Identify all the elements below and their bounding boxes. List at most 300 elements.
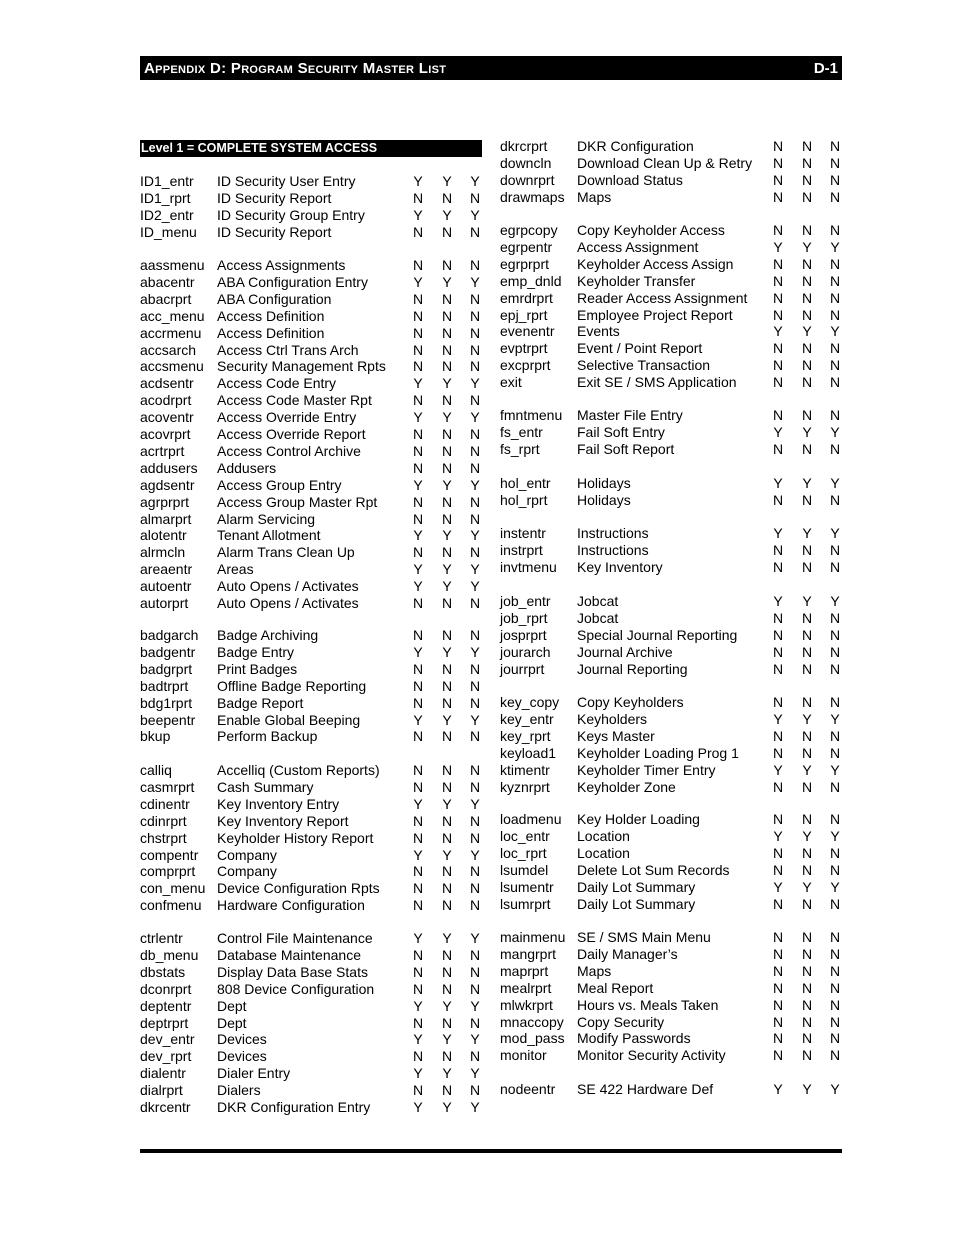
access-flag-1: N bbox=[772, 945, 784, 962]
access-flag-2: N bbox=[801, 407, 813, 423]
access-flag-1: N bbox=[772, 171, 784, 188]
access-flag-2: N bbox=[801, 289, 813, 306]
access-flag-3: N bbox=[469, 863, 481, 880]
access-flag-1: N bbox=[772, 778, 784, 795]
program-code: accsarch bbox=[140, 341, 197, 358]
program-row bbox=[500, 1014, 850, 1031]
program-description: Copy Keyholders bbox=[577, 694, 684, 710]
access-flag-3: N bbox=[829, 844, 841, 861]
access-flag-3: N bbox=[829, 272, 841, 289]
access-flag-3: N bbox=[469, 324, 481, 341]
page-title: Appendix D: Program Security Master List bbox=[144, 59, 447, 77]
access-flag-1: N bbox=[412, 677, 424, 694]
program-description: Dialer Entry bbox=[217, 1065, 291, 1082]
program-row bbox=[140, 392, 490, 409]
program-code: mnaccopy bbox=[500, 1013, 564, 1030]
access-flag-3: N bbox=[469, 1082, 481, 1099]
access-flag-1: N bbox=[412, 897, 424, 914]
program-row bbox=[140, 342, 490, 359]
access-flag-3: N bbox=[829, 541, 841, 558]
access-flag-3: N bbox=[829, 811, 841, 827]
program-code: cdinentr bbox=[140, 795, 190, 812]
program-code: cdinrprt bbox=[140, 812, 187, 829]
access-flag-1: Y bbox=[413, 1065, 423, 1082]
page-number: D-1 bbox=[813, 59, 838, 77]
access-flag-2: N bbox=[441, 694, 453, 711]
access-flag-3: N bbox=[829, 407, 841, 423]
access-flag-3: N bbox=[829, 861, 841, 878]
program-code: invtmenu bbox=[500, 558, 557, 575]
access-flag-3: Y bbox=[830, 423, 840, 440]
access-flag-2: Y bbox=[802, 323, 812, 340]
access-flag-1: Y bbox=[413, 561, 423, 578]
program-code: autorprt bbox=[140, 595, 189, 611]
access-flag-2: N bbox=[441, 1048, 453, 1065]
access-flag-2: Y bbox=[802, 475, 812, 491]
access-flag-2: Y bbox=[442, 930, 452, 946]
access-flag-3: N bbox=[469, 459, 481, 476]
program-row bbox=[500, 222, 850, 239]
program-row bbox=[500, 323, 850, 340]
program-code: agrprprt bbox=[140, 493, 190, 510]
access-flag-1: N bbox=[412, 694, 424, 711]
program-code: ktimentr bbox=[500, 761, 550, 778]
program-code: badgrprt bbox=[140, 660, 193, 677]
access-flag-3: Y bbox=[470, 795, 480, 812]
access-flag-3: N bbox=[469, 812, 481, 829]
access-flag-2: N bbox=[801, 643, 813, 660]
access-flag-3: N bbox=[829, 1030, 841, 1047]
access-flag-3: N bbox=[469, 728, 481, 745]
access-flag-2: N bbox=[441, 778, 453, 795]
access-flag-1: N bbox=[412, 510, 424, 527]
program-description: Journal Archive bbox=[577, 643, 673, 660]
program-row bbox=[140, 578, 490, 595]
program-code: badgarch bbox=[140, 627, 199, 643]
program-description: Access Definition bbox=[217, 307, 325, 324]
access-flag-1: N bbox=[412, 189, 424, 206]
access-flag-3: Y bbox=[830, 525, 840, 541]
access-flag-1: N bbox=[412, 880, 424, 897]
access-flag-3: Y bbox=[830, 878, 840, 895]
access-flag-3: N bbox=[469, 946, 481, 963]
program-description: Master File Entry bbox=[577, 407, 683, 423]
access-flag-2: N bbox=[801, 558, 813, 575]
program-row bbox=[140, 325, 490, 342]
program-description: Selective Transaction bbox=[577, 357, 711, 374]
program-row bbox=[140, 291, 490, 308]
access-flag-1: N bbox=[412, 946, 424, 963]
access-flag-1: N bbox=[412, 762, 424, 778]
program-row bbox=[140, 695, 490, 712]
program-description: Event / Point Report bbox=[577, 340, 703, 357]
program-row bbox=[140, 375, 490, 392]
program-row bbox=[140, 190, 490, 207]
program-code: downcln bbox=[500, 154, 552, 171]
program-code: acc_menu bbox=[140, 307, 205, 324]
program-code: dev_entr bbox=[140, 1031, 195, 1048]
access-flag-3: N bbox=[829, 778, 841, 795]
program-code: egrprprt bbox=[500, 255, 550, 272]
program-row bbox=[140, 426, 490, 443]
program-description: Dialers bbox=[217, 1082, 261, 1099]
access-flag-2: N bbox=[801, 844, 813, 861]
access-flag-1: N bbox=[772, 861, 784, 878]
access-flag-2: N bbox=[441, 257, 453, 273]
access-flag-2: N bbox=[441, 1082, 453, 1099]
access-flag-1: N bbox=[412, 863, 424, 880]
program-description: Reader Access Assignment bbox=[577, 289, 748, 306]
access-flag-1: N bbox=[412, 493, 424, 510]
access-flag-2: N bbox=[801, 272, 813, 289]
access-flag-2: N bbox=[441, 1014, 453, 1031]
access-flag-3: N bbox=[469, 1014, 481, 1031]
access-flag-1: N bbox=[772, 660, 784, 677]
program-description: Delete Lot Sum Records bbox=[577, 861, 730, 878]
access-flag-1: Y bbox=[413, 997, 423, 1014]
access-flag-2: Y bbox=[802, 710, 812, 727]
access-flag-3: Y bbox=[830, 323, 840, 340]
program-description: Fail Soft Entry bbox=[577, 423, 665, 440]
access-flag-2: N bbox=[801, 154, 813, 171]
program-code: emp_dnld bbox=[500, 272, 562, 289]
access-flag-2: N bbox=[801, 778, 813, 795]
access-flag-2: N bbox=[441, 762, 453, 778]
program-row bbox=[500, 627, 850, 644]
program-row bbox=[140, 964, 490, 981]
program-description: Print Badges bbox=[217, 660, 298, 677]
program-code: calliq bbox=[140, 762, 172, 778]
program-row bbox=[140, 477, 490, 494]
program-row bbox=[500, 357, 850, 374]
program-description: ABA Configuration bbox=[217, 290, 332, 307]
program-description: Jobcat bbox=[577, 609, 619, 626]
access-flag-1: N bbox=[412, 442, 424, 459]
program-description: Jobcat bbox=[577, 593, 619, 609]
access-flag-1: N bbox=[412, 341, 424, 358]
access-flag-3: Y bbox=[470, 206, 480, 223]
access-flag-2: N bbox=[441, 728, 453, 745]
access-flag-2: Y bbox=[442, 527, 452, 544]
program-row bbox=[500, 525, 850, 542]
access-flag-3: N bbox=[829, 945, 841, 962]
access-flag-1: Y bbox=[413, 846, 423, 863]
program-row bbox=[500, 407, 850, 424]
program-row bbox=[500, 828, 850, 845]
program-row bbox=[500, 374, 850, 391]
access-flag-2: N bbox=[801, 895, 813, 912]
access-flag-3: N bbox=[469, 762, 481, 778]
access-flag-2: N bbox=[801, 491, 813, 508]
access-flag-2: N bbox=[441, 223, 453, 240]
program-code: aassmenu bbox=[140, 257, 205, 273]
program-row bbox=[500, 441, 850, 458]
program-code: beepentr bbox=[140, 711, 196, 728]
program-description: Perform Backup bbox=[217, 728, 318, 745]
program-row bbox=[500, 661, 850, 678]
program-row bbox=[500, 862, 850, 879]
access-flag-1: Y bbox=[413, 206, 423, 223]
access-flag-2: N bbox=[801, 979, 813, 996]
program-row bbox=[140, 863, 490, 880]
program-description: ID Security Report bbox=[217, 223, 332, 240]
program-code: dkrcrprt bbox=[500, 138, 548, 154]
program-row bbox=[500, 1047, 850, 1064]
program-code: fs_rprt bbox=[500, 440, 540, 457]
program-description: Badge Archiving bbox=[217, 627, 319, 643]
program-description: Daily Manager’s bbox=[577, 945, 678, 962]
program-description: DKR Configuration Entry bbox=[217, 1099, 371, 1115]
access-flag-1: Y bbox=[773, 1081, 783, 1097]
program-description: Alarm Trans Clean Up bbox=[217, 544, 355, 561]
access-flag-2: Y bbox=[442, 375, 452, 392]
program-code: ID1_rprt bbox=[140, 189, 191, 206]
access-flag-2: N bbox=[441, 963, 453, 980]
program-description: Access Definition bbox=[217, 324, 325, 341]
access-flag-2: N bbox=[801, 744, 813, 761]
access-flag-1: N bbox=[772, 895, 784, 912]
program-code: drawmaps bbox=[500, 188, 565, 205]
program-description: 808 Device Configuration bbox=[217, 980, 375, 997]
access-flag-3: Y bbox=[830, 827, 840, 844]
program-description: Addusers bbox=[217, 459, 277, 476]
access-flag-3: N bbox=[469, 880, 481, 897]
access-flag-2: N bbox=[441, 880, 453, 897]
access-flag-1: N bbox=[412, 459, 424, 476]
program-description: Monitor Security Activity bbox=[577, 1047, 726, 1064]
access-flag-1: N bbox=[772, 744, 784, 761]
program-description: Special Journal Reporting bbox=[577, 626, 738, 643]
access-flag-1: N bbox=[772, 289, 784, 306]
program-code: bdg1rprt bbox=[140, 694, 193, 711]
program-row bbox=[140, 561, 490, 578]
access-flag-3: N bbox=[829, 1047, 841, 1064]
access-flag-3: N bbox=[469, 442, 481, 459]
access-flag-2: N bbox=[801, 138, 813, 154]
program-description: Keyholder Timer Entry bbox=[577, 761, 716, 778]
program-code: confmenu bbox=[140, 897, 202, 914]
program-code: addusers bbox=[140, 459, 198, 476]
access-flag-2: Y bbox=[802, 761, 812, 778]
program-code: loc_entr bbox=[500, 827, 550, 844]
program-row bbox=[140, 443, 490, 460]
program-row bbox=[500, 980, 850, 997]
program-code: excprprt bbox=[500, 357, 551, 374]
access-flag-1: Y bbox=[413, 527, 423, 544]
access-flag-3: N bbox=[829, 727, 841, 744]
program-description: Daily Lot Summary bbox=[577, 878, 696, 895]
access-flag-1: N bbox=[772, 272, 784, 289]
program-code: accrmenu bbox=[140, 324, 202, 341]
access-flag-3: Y bbox=[830, 761, 840, 778]
program-description: Key Inventory Report bbox=[217, 812, 349, 829]
program-description: Keys Master bbox=[577, 727, 655, 744]
program-description: Dept bbox=[217, 997, 247, 1014]
access-flag-1: N bbox=[412, 307, 424, 324]
access-flag-2: N bbox=[441, 459, 453, 476]
program-description: Download Clean Up & Retry bbox=[577, 154, 753, 171]
program-description: Auto Opens / Activates bbox=[217, 578, 359, 595]
access-flag-2: Y bbox=[442, 711, 452, 728]
program-row bbox=[140, 257, 490, 274]
right-program-list bbox=[500, 0, 850, 1235]
access-flag-3: N bbox=[829, 138, 841, 154]
access-flag-2: Y bbox=[802, 525, 812, 541]
access-flag-3: N bbox=[829, 929, 841, 945]
access-flag-2: N bbox=[801, 171, 813, 188]
program-code: job_rprt bbox=[500, 609, 548, 626]
access-flag-3: N bbox=[469, 829, 481, 846]
access-flag-3: N bbox=[469, 392, 481, 409]
program-row bbox=[140, 173, 490, 190]
access-flag-3: N bbox=[829, 1013, 841, 1030]
access-flag-1: Y bbox=[773, 238, 783, 255]
program-description: Keyholder Transfer bbox=[577, 272, 696, 289]
program-description: Dept bbox=[217, 1014, 247, 1031]
program-row bbox=[500, 172, 850, 189]
access-flag-3: N bbox=[829, 979, 841, 996]
access-flag-2: Y bbox=[442, 409, 452, 426]
program-code: almarprt bbox=[140, 510, 192, 527]
access-flag-1: N bbox=[772, 222, 784, 238]
program-description: Hours vs. Meals Taken bbox=[577, 996, 719, 1013]
program-code: deptentr bbox=[140, 997, 192, 1014]
access-flag-3: N bbox=[829, 340, 841, 357]
access-flag-1: N bbox=[412, 812, 424, 829]
program-description: Areas bbox=[217, 561, 254, 578]
program-code: lsumentr bbox=[500, 878, 554, 895]
program-description: Key Holder Loading bbox=[577, 811, 700, 827]
access-flag-2: Y bbox=[802, 423, 812, 440]
program-code: acodrprt bbox=[140, 392, 192, 409]
access-flag-2: N bbox=[441, 442, 453, 459]
access-flag-1: N bbox=[412, 290, 424, 307]
access-flag-3: N bbox=[469, 963, 481, 980]
program-row bbox=[500, 475, 850, 492]
access-flag-1: Y bbox=[413, 173, 423, 189]
program-row bbox=[500, 845, 850, 862]
access-flag-1: Y bbox=[413, 1099, 423, 1115]
access-flag-3: N bbox=[829, 744, 841, 761]
access-flag-2: Y bbox=[802, 593, 812, 609]
program-code: agdsentr bbox=[140, 476, 195, 493]
access-flag-3: N bbox=[469, 510, 481, 527]
program-code: acoventr bbox=[140, 409, 194, 426]
program-code: loadmenu bbox=[500, 811, 562, 827]
program-code: mangrprt bbox=[500, 945, 557, 962]
access-flag-1: Y bbox=[413, 273, 423, 290]
program-row bbox=[140, 830, 490, 847]
program-code: con_menu bbox=[140, 880, 206, 897]
access-flag-2: Y bbox=[442, 561, 452, 578]
access-flag-1: N bbox=[412, 1048, 424, 1065]
access-flag-3: N bbox=[469, 290, 481, 307]
access-flag-3: N bbox=[469, 341, 481, 358]
program-description: Meal Report bbox=[577, 979, 654, 996]
program-row bbox=[140, 712, 490, 729]
program-description: Devices bbox=[217, 1031, 267, 1048]
access-flag-1: N bbox=[772, 996, 784, 1013]
program-code: acdsentr bbox=[140, 375, 194, 392]
program-row bbox=[140, 930, 490, 947]
access-flag-3: N bbox=[469, 897, 481, 914]
program-code: dialrprt bbox=[140, 1082, 183, 1099]
program-row bbox=[500, 307, 850, 324]
program-description: Fail Soft Report bbox=[577, 440, 675, 457]
access-flag-3: N bbox=[469, 595, 481, 611]
access-flag-2: Y bbox=[442, 206, 452, 223]
program-code: key_rprt bbox=[500, 727, 551, 744]
access-flag-3: N bbox=[829, 289, 841, 306]
access-flag-2: N bbox=[441, 627, 453, 643]
access-flag-3: N bbox=[469, 189, 481, 206]
program-row bbox=[140, 1031, 490, 1048]
access-flag-1: Y bbox=[413, 795, 423, 812]
access-flag-3: N bbox=[469, 223, 481, 240]
program-code: instentr bbox=[500, 525, 546, 541]
program-row bbox=[500, 542, 850, 559]
program-row bbox=[140, 796, 490, 813]
access-flag-3: Y bbox=[830, 475, 840, 491]
program-row bbox=[140, 779, 490, 796]
access-flag-1: Y bbox=[773, 761, 783, 778]
program-row bbox=[500, 273, 850, 290]
program-code: comprprt bbox=[140, 863, 196, 880]
program-description: Maps bbox=[577, 188, 612, 205]
access-flag-2: N bbox=[801, 222, 813, 238]
access-flag-2: N bbox=[801, 609, 813, 626]
access-flag-3: N bbox=[829, 643, 841, 660]
access-flag-3: N bbox=[829, 626, 841, 643]
access-flag-1: N bbox=[772, 154, 784, 171]
access-flag-3: Y bbox=[470, 375, 480, 392]
program-row bbox=[140, 1082, 490, 1099]
access-flag-3: N bbox=[829, 694, 841, 710]
program-row bbox=[500, 896, 850, 913]
access-flag-2: N bbox=[441, 510, 453, 527]
program-row bbox=[500, 929, 850, 946]
access-flag-1: Y bbox=[413, 476, 423, 493]
access-flag-2: Y bbox=[802, 827, 812, 844]
access-flag-3: N bbox=[829, 962, 841, 979]
access-flag-1: N bbox=[412, 963, 424, 980]
program-description: ID Security Group Entry bbox=[217, 206, 365, 223]
access-flag-3: N bbox=[469, 627, 481, 643]
access-flag-3: N bbox=[829, 255, 841, 272]
program-description: Company bbox=[217, 846, 277, 863]
program-description: Access Code Entry bbox=[217, 375, 337, 392]
access-flag-1: Y bbox=[773, 827, 783, 844]
access-flag-3: Y bbox=[470, 643, 480, 660]
program-description: Control File Maintenance bbox=[217, 930, 373, 946]
access-flag-1: N bbox=[772, 844, 784, 861]
program-row bbox=[500, 1081, 850, 1098]
access-flag-1: Y bbox=[413, 643, 423, 660]
access-flag-2: N bbox=[801, 255, 813, 272]
footer-rule bbox=[140, 1149, 842, 1153]
access-flag-1: N bbox=[772, 1013, 784, 1030]
access-flag-1: N bbox=[412, 829, 424, 846]
access-flag-1: N bbox=[772, 1030, 784, 1047]
program-row bbox=[500, 1030, 850, 1047]
program-row bbox=[500, 728, 850, 745]
program-row bbox=[140, 728, 490, 745]
access-flag-1: N bbox=[412, 627, 424, 643]
access-flag-1: N bbox=[772, 558, 784, 575]
program-row bbox=[140, 409, 490, 426]
program-description: Access Group Entry bbox=[217, 476, 342, 493]
access-flag-2: Y bbox=[442, 273, 452, 290]
